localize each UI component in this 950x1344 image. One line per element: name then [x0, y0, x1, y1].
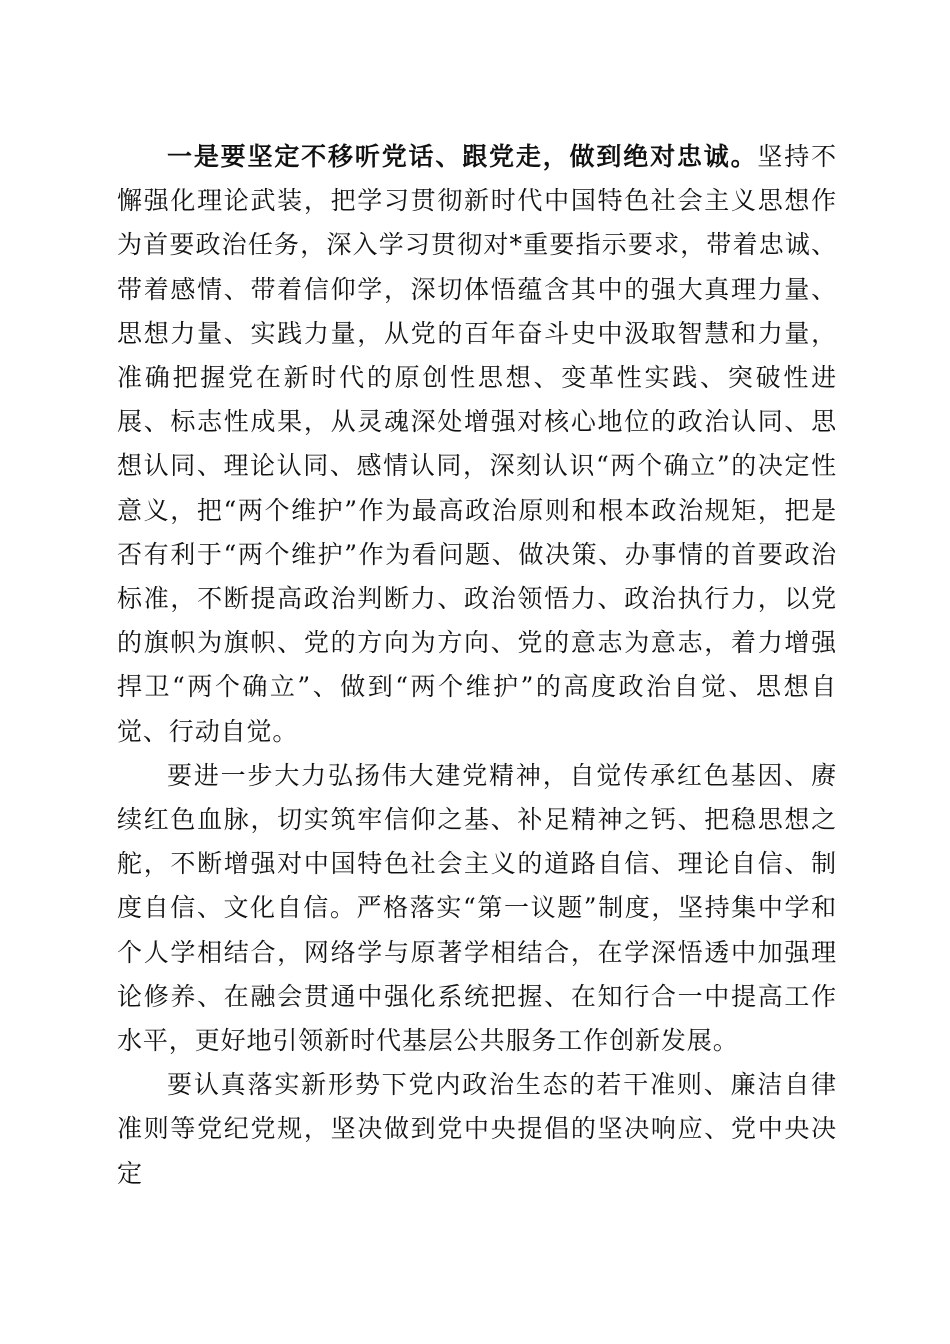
paragraph-2-body: 要进一步大力弘扬伟大建党精神，自觉传承红色基因、赓续红色血脉，切实筑牢信仰之基、补足精神之钙、把稳思想之舵，不断增强对中国特色社会主义的道路自信、理论自信、制度自信、文化自信。严格落实“第一议题”制度，坚持集中学和个人学相结合，网络学与原著学相结合，在学深悟透中加强理论修养、在融会贯通中强化系统把握、在知行合一中提高工作水平，更好地引领新时代基层公共服务工作创新发展。 — [117, 760, 837, 1056]
paragraph-1 — [117, 135, 837, 754]
paragraph-1-body: 坚持不懈强化理论武装，把学习贯彻新时代中国特色社会主义思想作为首要政治任务，深入学习贯彻对*重要指示要求，带着忠诚、带着感情、带着信仰学，深切体悟蕴含其中的强大真理力量、思想力量、实践力量，从党的百年奋斗史中汲取智慧和力量，准确把握党在新时代的原创性思想、变革性实践、突破性进展、标志性成果，从灵魂深处增强对核心地位的政治认同、思想认同、理论认同、感情认同，深刻认识“两个确立”的决定性意义，把“两个维护”作为最高政治原则和根本政治规矩，把是否有利于“两个维护”作为看问题、做决策、办事情的首要政治标准，不断提高政治判断力、政治领悟力、政治执行力，以党的旗帜为旗帜、党的方向为方向、党的意志为意志，着力增强捍卫“两个确立”、做到“两个维护”的高度政治自觉、思想自觉、行动自觉。 — [117, 142, 837, 746]
paragraph-3 — [117, 1063, 837, 1196]
document-body — [117, 135, 837, 1196]
paragraph-1-lead: 一是要坚定不移听党话、跟党走，做到绝对忠诚。 — [167, 142, 758, 171]
paragraph-3-body: 要认真落实新形势下党内政治生态的若干准则、廉洁自律准则等党纪党规，坚决做到党中央提倡的坚决响应、党中央决定 — [117, 1070, 837, 1188]
paragraph-2 — [117, 754, 837, 1063]
